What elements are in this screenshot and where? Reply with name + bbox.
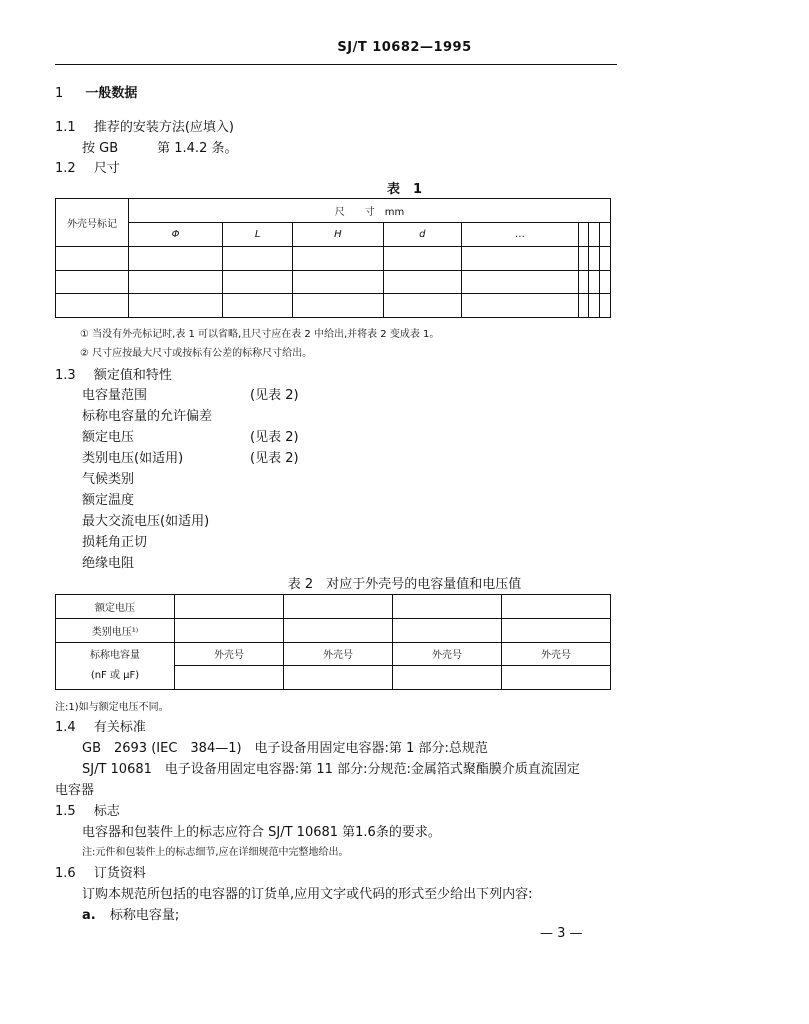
table-2-capacitance-unit: (nF 或 μF): [90, 669, 140, 681]
rating-label: 电容量范围: [82, 388, 148, 403]
table-1-caption: 表 1: [386, 182, 423, 197]
ordering-item-a-label: a.: [82, 908, 96, 923]
table-2-note: 注:1)如与额定电压不同。: [55, 702, 169, 713]
header-rule: [55, 64, 617, 65]
table-1-cell: [56, 294, 129, 318]
standard-gb: GB 2693 (IEC 384—1) 电子设备用固定电容器:第 1 部分:总规范: [82, 741, 488, 756]
rating-label: 额定电压: [82, 430, 135, 445]
table-1-note-2: ② 尺寸应按最大尺寸或按标有公差的标称尺寸给出。: [80, 348, 313, 359]
rating-label: 标称电容量的允许偏差: [82, 409, 213, 424]
section-1-2-title: 尺寸: [93, 161, 120, 176]
table-1-row-header: 外壳号标记: [56, 199, 129, 247]
standard-sjt-line-2: 电容器: [55, 783, 95, 798]
section-1: [55, 82, 137, 101]
table-1-col-d: d: [383, 223, 461, 247]
page-number: — 3 —: [540, 926, 583, 941]
section-1-2-number: 1.2: [55, 161, 76, 176]
section-1-6-title: 订货资料: [93, 866, 146, 881]
rating-label: 气候类别: [82, 472, 135, 487]
table-1-col-empty: [599, 223, 610, 247]
marking-note: 注:元件和包装件上的标志细节,应在详细规范中完整地给出。: [82, 847, 349, 858]
rating-label: 最大交流电压(如适用): [82, 514, 210, 529]
section-1-4: [55, 716, 146, 735]
rating-ref: (见表 2): [250, 388, 299, 403]
table-1: [55, 198, 611, 318]
document-header-code: SJ/T 10682—1995: [337, 40, 472, 55]
table-1-note-1: ① 当没有外壳标记时,表 1 可以省略,且尺寸应在表 2 中给出,并将表 2 变成表 1。: [80, 329, 440, 340]
table-2-nominal-capacitance: [56, 642, 175, 690]
section-1-1-number: 1.1: [55, 120, 76, 135]
table-1-col-empty: [589, 223, 600, 247]
ordering-item-a: [82, 904, 179, 923]
rating-label: 损耗角正切: [82, 535, 148, 550]
section-1-3-number: 1.3: [55, 368, 76, 383]
section-1-2: [55, 157, 120, 176]
table-1-cell: [56, 270, 129, 294]
section-1-6-number: 1.6: [55, 866, 76, 881]
table-1-col-h: H: [293, 223, 384, 247]
table-1-col-ellipsis: …: [461, 223, 578, 247]
section-1-3: [55, 364, 172, 383]
section-1-4-number: 1.4: [55, 720, 76, 735]
table-2: [55, 594, 611, 690]
install-method-line: 按 GB 第 1.4.2 条。: [82, 141, 238, 156]
table-1-col-empty: [578, 223, 589, 247]
table-1-col-l: L: [223, 223, 293, 247]
table-2-case-label: 外壳号: [502, 642, 611, 666]
section-1-3-title: 额定值和特性: [93, 368, 172, 383]
table-2-rated-voltage: 额定电压: [56, 595, 175, 619]
rating-label: 额定温度: [82, 493, 135, 508]
section-1-1-title: 推荐的安装方法(应填入): [93, 120, 234, 135]
section-1-1: [55, 116, 234, 135]
table-2-case-label: 外壳号: [284, 642, 393, 666]
rating-label: 绝缘电阻: [82, 556, 135, 571]
ordering-text: 订购本规范所包括的电容器的订货单,应用文字或代码的形式至少给出下列内容:: [82, 887, 533, 902]
table-2-caption: 表 2 对应于外壳号的电容量值和电压值: [287, 577, 522, 592]
ordering-item-a-text: 标称电容量;: [109, 908, 180, 923]
section-1-5: [55, 800, 120, 819]
rating-label: 类别电压(如适用): [82, 451, 184, 466]
table-1-span-header: 尺 寸 mm: [129, 199, 611, 223]
table-1-col-phi: Φ: [129, 223, 223, 247]
standard-sjt-line-1: SJ/T 10681 电子设备用固定电容器:第 11 部分:分规范:金属箔式聚酯膜介质直流固定: [82, 762, 580, 777]
section-1-4-title: 有关标准: [93, 720, 146, 735]
section-1-5-number: 1.5: [55, 804, 76, 819]
section-1-title: 一般数据: [85, 86, 138, 101]
table-2-case-label: 外壳号: [393, 642, 502, 666]
rating-ref: (见表 2): [250, 430, 299, 445]
section-1-number: 1: [55, 86, 64, 101]
section-1-5-title: 标志: [93, 804, 120, 819]
section-1-6: [55, 862, 146, 881]
table-1-cell: [56, 247, 129, 271]
rating-ref: (见表 2): [250, 451, 299, 466]
table-2-case-label: 外壳号: [175, 642, 284, 666]
table-2-category-voltage: 类别电压¹⁾: [56, 618, 175, 642]
marking-text: 电容器和包装件上的标志应符合 SJ/T 10681 第1.6条的要求。: [82, 825, 441, 840]
table-2-nominal-capacitance-label: 标称电容量: [90, 649, 140, 661]
